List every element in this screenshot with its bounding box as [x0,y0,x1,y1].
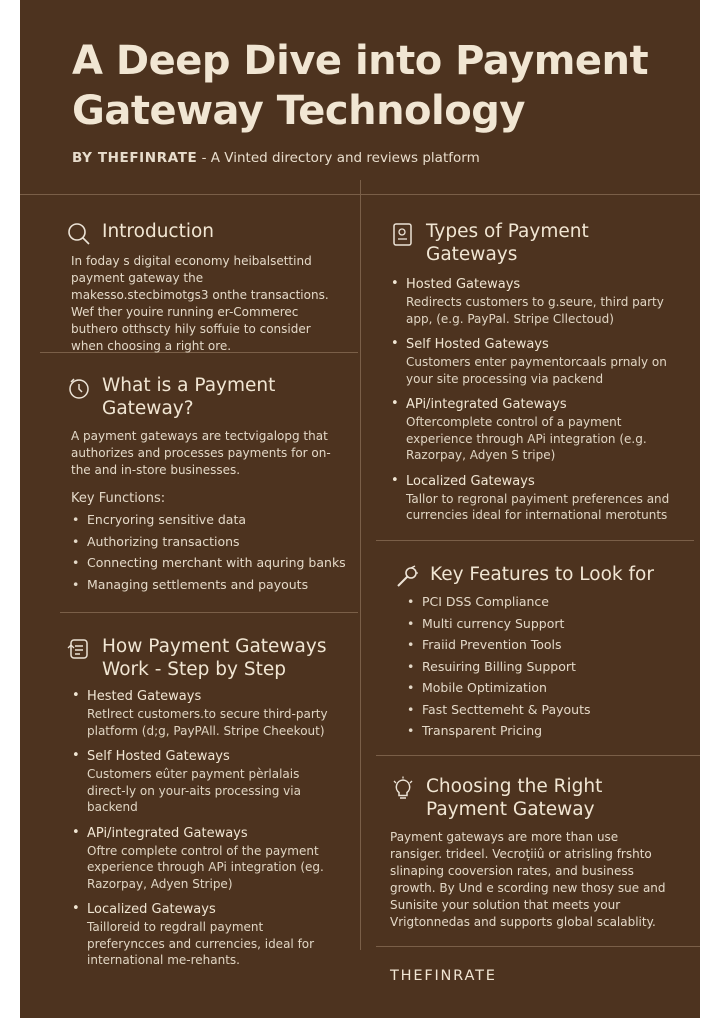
list-item: • Transparent Pricing [406,720,686,742]
byline-text: - A Vinted directory and reviews platform [197,150,480,166]
features-heading [394,563,654,590]
list-item [390,396,680,464]
item-desc: Customers eûter payment pèrlalais direct-ly on your-aits processing via backend [87,767,301,814]
item-desc: Redirects customers to g.seure, third party app, (e.g. PayPal. Stripe Cllectoud) [406,295,664,326]
lightbulb-icon [390,776,416,802]
item-title: • Self Hosted Gateways [406,337,549,352]
what-text: A payment gateways are tectvigalopg that authorizes and processes payments for on-the and in-store businesses. [71,429,331,477]
types-list [390,276,680,533]
item-desc: Oftre complete control of the payment experience through APi integration (eg. Razorpay, Adyen Stripe) [87,843,324,891]
intro-title: Introduction [102,221,215,242]
title-line-1: A Deep Dive into Payment [72,38,649,84]
list-item: • Managing settlements and payouts [71,574,361,596]
choosing-title: Choosing the Right Payment Gateway [426,776,603,820]
divider-right-1 [376,540,694,541]
list-item: • Mobile Optimization [406,677,686,699]
key-functions-label: Key Functions: [71,491,166,506]
list-item: • Connecting merchant with aquring banks [71,552,361,574]
list-item: • PCI DSS Compliance [406,591,686,613]
list-item: • Fraiid Prevention Tools [406,634,686,656]
page-title [72,36,672,136]
types-heading [390,220,626,266]
divider-right-2 [376,755,700,756]
infographic-page [20,0,700,1018]
list-item [71,748,341,816]
byline-brand: BY THEFINRATE [72,150,198,166]
list-item [390,473,680,524]
divider-right-3 [376,946,700,947]
item-desc: Tallor to regronal payiment preferences and currencies ideal for international merotunts [406,491,670,522]
divider-left-2 [60,612,358,613]
what-heading [66,374,322,420]
item-title: • Self Hosted Gateways [87,749,230,764]
intro-text: In foday s digital economy heibalsettind payment gateway the makesso.stecbimotgs3 onthe transactions. Wef ther youire running er-Commerec buthero otthscty hily soffuie to consider when choosing a right ore. [71,254,329,353]
list-item: • Encryoring sensitive data [71,509,361,531]
list-item [390,336,680,387]
intro-heading [66,220,214,247]
item-desc: Oftercomplete control of a payment experience through APi integration (e.g. Razorpay, Adyen S tripe) [406,415,647,462]
features-list [406,591,686,742]
how-heading [66,635,332,681]
clock-icon [66,375,92,401]
title-line-2: Gateway Technology [72,88,525,134]
features-title: Key Features to Look for [430,564,654,585]
item-title: • Hosted Gateways [406,277,521,292]
item-title: • Localized Gateways [87,902,216,917]
list-item: • Resuiring Billing Support [406,656,686,678]
byline [72,150,480,166]
list-item [71,901,341,969]
key-functions-list [71,509,361,595]
item-desc: Customers enter paymentorcaals prnaly on your site processing via packend [406,355,667,386]
item-desc: Tailloreid to regdrall payment preferyncces and currencies, ideal for international me-rehants. [87,920,315,967]
how-title: How Payment Gateways Work - Step by Step [102,636,327,680]
choosing-text: Payment gateways are more than use ransiger. trideel. Vecroțiiû or atrisling frshto slinaping cooversion rates, and business growth. By Und e scording new thosy sue and Sunisite your solution that meets your Vrigtonnedas and supports global scalablity. [390,830,666,929]
document-icon [390,221,416,247]
item-title: • Localized Gateways [406,473,535,489]
list-item: • Authorizing transactions [71,531,361,553]
item-title: • APi/integrated Gateways [406,397,567,412]
list-item: • Multi currency Support [406,613,686,635]
types-title: Types of Payment Gateways [426,221,589,265]
list-item [71,825,341,893]
choosing-heading [390,775,646,821]
list-item: • Fast Secttemeht & Payouts [406,699,686,721]
cycle-icon [66,636,92,662]
item-desc: Retlrect customers.to secure third-party platform (d;g, PayPAll. Stripe Cheekout) [87,707,328,738]
what-title: What is a Payment Gateway? [102,375,276,419]
how-list [71,688,341,978]
item-title: • Hested Gateways [87,689,202,704]
footer-brand: THEFINRATE [390,968,497,984]
list-item [71,688,341,739]
wrench-icon [394,564,420,590]
search-icon [66,221,92,247]
item-title: • APi/integrated Gateways [87,825,248,841]
list-item [390,276,680,327]
